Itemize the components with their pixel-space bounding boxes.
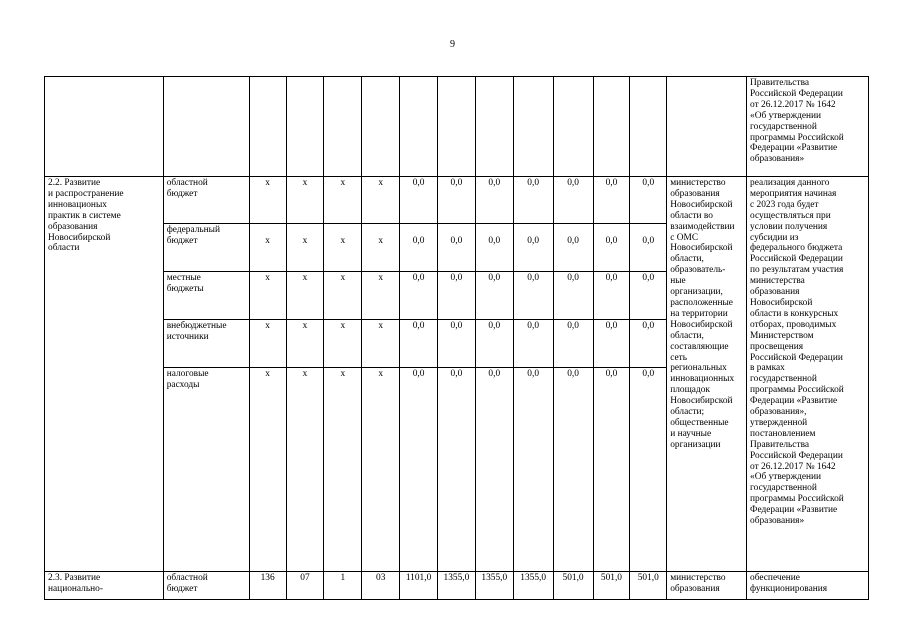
funding-source: внебюджетные источники <box>163 320 249 368</box>
cell-empty <box>630 77 667 177</box>
value-cell: 0,0 <box>475 224 513 272</box>
section-title-cell: 2.3. Развитие национально- <box>45 572 164 600</box>
code-cell: x <box>362 368 400 572</box>
value-cell: 0,0 <box>400 177 438 224</box>
value-cell: 0,0 <box>475 368 513 572</box>
note-cell: обеспечение функционирования <box>747 572 869 600</box>
code-cell: x <box>286 224 324 272</box>
code-cell: x <box>249 177 286 224</box>
note-cell: Правительства Российской Федерации от 26.12.2017 № 1642 «Об утверждении государственной программы Российской Федерации «Развитие образования» <box>747 77 869 177</box>
cell-empty <box>513 77 553 177</box>
value-cell: 501,0 <box>593 572 630 600</box>
value-cell: 0,0 <box>513 224 553 272</box>
value-cell: 0,0 <box>553 320 593 368</box>
funding-source: областной бюджет <box>163 177 249 224</box>
cell-empty <box>437 77 475 177</box>
code-cell: x <box>324 320 362 368</box>
code-cell: x <box>324 224 362 272</box>
funding-source: областной бюджет <box>163 572 249 600</box>
cell-empty <box>324 77 362 177</box>
value-cell: 1101,0 <box>400 572 438 600</box>
value-cell: 501,0 <box>553 572 593 600</box>
budget-table <box>44 76 869 600</box>
code-cell: x <box>286 368 324 572</box>
value-cell: 0,0 <box>593 320 630 368</box>
value-cell: 0,0 <box>593 224 630 272</box>
value-cell: 0,0 <box>513 272 553 320</box>
executor-cell: министерство образования Новосибирской области во взаимодействии с ОМС Новосибирской области, образователь- ные организации, расположенные на территории Новосибирской области, составляющие сеть региональных инновационных площадок Новосибирской области; общественные и научные организации <box>667 177 747 572</box>
value-cell: 0,0 <box>630 368 667 572</box>
value-cell: 0,0 <box>437 320 475 368</box>
cell-empty <box>362 77 400 177</box>
code-cell: 1 <box>324 572 362 600</box>
value-cell: 1355,0 <box>475 572 513 600</box>
code-cell: x <box>249 368 286 572</box>
code-cell: x <box>249 320 286 368</box>
section-title-cell: 2.2. Развитие и распространение инновационых практик в системе образования Новосибирской области <box>45 177 164 572</box>
value-cell: 0,0 <box>475 177 513 224</box>
executor-cell: министерство образования <box>667 572 747 600</box>
cell-empty <box>667 77 747 177</box>
cell-empty <box>286 77 324 177</box>
value-cell: 501,0 <box>630 572 667 600</box>
code-cell: x <box>324 272 362 320</box>
value-cell: 0,0 <box>630 177 667 224</box>
value-cell: 0,0 <box>437 272 475 320</box>
cell-empty <box>45 77 164 177</box>
table-row <box>45 177 869 224</box>
code-cell: 07 <box>286 572 324 600</box>
cell-empty <box>249 77 286 177</box>
value-cell: 0,0 <box>553 224 593 272</box>
cell-empty <box>400 77 438 177</box>
value-cell: 0,0 <box>400 320 438 368</box>
code-cell: 03 <box>362 572 400 600</box>
value-cell: 0,0 <box>630 224 667 272</box>
value-cell: 0,0 <box>475 272 513 320</box>
value-cell: 0,0 <box>400 368 438 572</box>
funding-source: налоговые расходы <box>163 368 249 572</box>
value-cell: 0,0 <box>400 272 438 320</box>
value-cell: 0,0 <box>437 177 475 224</box>
value-cell: 0,0 <box>553 272 593 320</box>
funding-source: местные бюджеты <box>163 272 249 320</box>
funding-source: федеральный бюджет <box>163 224 249 272</box>
value-cell: 0,0 <box>553 177 593 224</box>
code-cell: x <box>249 272 286 320</box>
code-cell: x <box>286 177 324 224</box>
value-cell: 0,0 <box>513 177 553 224</box>
value-cell: 0,0 <box>475 320 513 368</box>
value-cell: 0,0 <box>553 368 593 572</box>
value-cell: 1355,0 <box>437 572 475 600</box>
table-row-continuation <box>45 77 869 177</box>
value-cell: 0,0 <box>437 368 475 572</box>
note-cell: реализация данного мероприятия начиная с 2023 года будет осуществляться при условии получения субсидии из федерального бюджета Российской Федерации по результатам участия министерства образования Новосибирской области в конкурсных отборах, проводимых Министерством просвещения Российской Федерации в рамках государственной программы Российской Федерации «Развитие образования», утвержденной постановлением Правительства Российской Федерации от 26.12.2017 № 1642 «Об утверждении государственной программы Российской Федерации «Развитие образования» <box>747 177 869 572</box>
cell-empty <box>475 77 513 177</box>
cell-empty <box>553 77 593 177</box>
table-row <box>45 572 869 600</box>
code-cell: x <box>286 320 324 368</box>
page-number: 9 <box>450 39 455 50</box>
cell-empty <box>593 77 630 177</box>
value-cell: 0,0 <box>593 272 630 320</box>
code-cell: 136 <box>249 572 286 600</box>
value-cell: 1355,0 <box>513 572 553 600</box>
code-cell: x <box>362 177 400 224</box>
value-cell: 0,0 <box>630 272 667 320</box>
code-cell: x <box>249 224 286 272</box>
value-cell: 0,0 <box>513 320 553 368</box>
value-cell: 0,0 <box>593 368 630 572</box>
value-cell: 0,0 <box>593 177 630 224</box>
code-cell: x <box>362 272 400 320</box>
value-cell: 0,0 <box>630 320 667 368</box>
code-cell: x <box>362 224 400 272</box>
value-cell: 0,0 <box>437 224 475 272</box>
code-cell: x <box>324 368 362 572</box>
value-cell: 0,0 <box>513 368 553 572</box>
code-cell: x <box>362 320 400 368</box>
value-cell: 0,0 <box>400 224 438 272</box>
cell-empty <box>163 77 249 177</box>
code-cell: x <box>286 272 324 320</box>
code-cell: x <box>324 177 362 224</box>
